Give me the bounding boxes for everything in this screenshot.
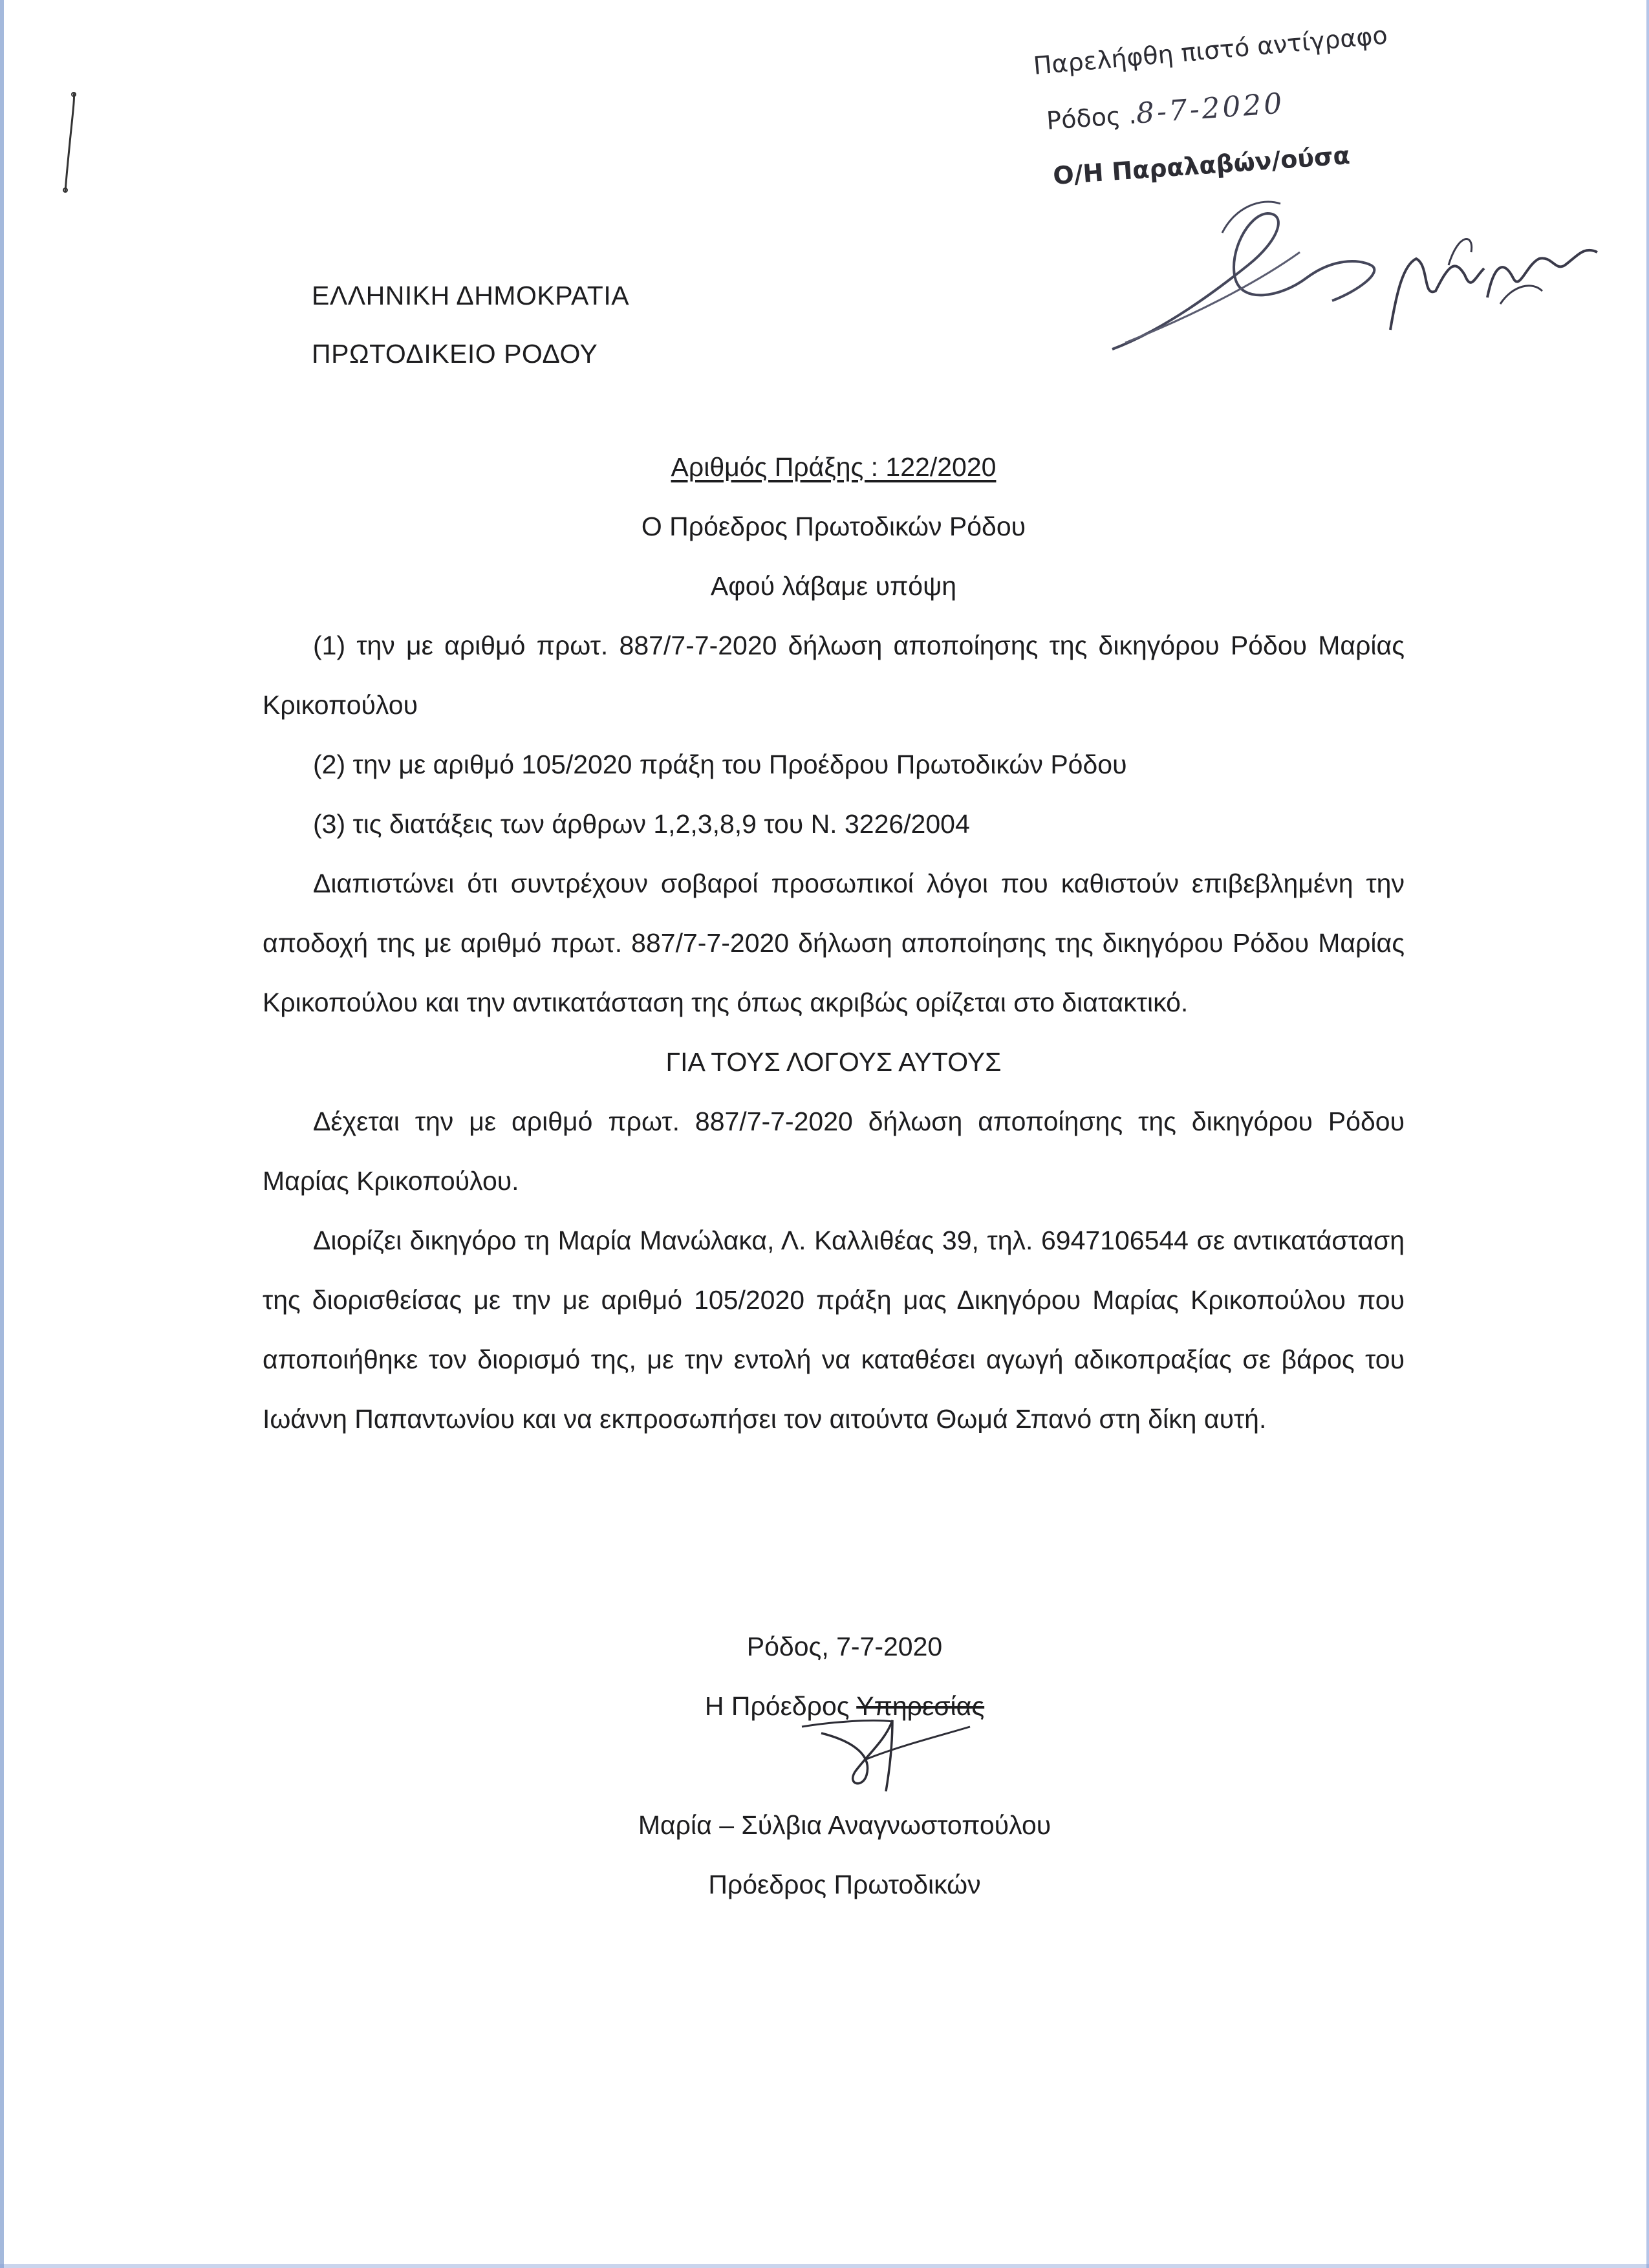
staple-mark [59, 91, 79, 194]
stamp-place: Ρόδος [1045, 102, 1122, 136]
stamp-date: 8-7-2020 [1135, 87, 1286, 131]
signer-title: Πρόεδρος Πρωτοδικών [708, 1870, 981, 1899]
decision-appoint: Διορίζει δικηγόρο τη Μαρία Μανώλακα, Λ. Καλλιθέας 39, τηλ. 6947106544 σε αντικατάσταση της διορισθείσας με την με αριθμό 105/2020 πράξη μας Δικηγόρου Μαρίας Κρικοπούλου που αποποιήθηκε τον διορισμό της, με την εντολή να καταθέσει αγωγή αδικοπραξίας σε βάρος του Ιωάννη Παπαντωνίου και να εκπροσωπήσει τον αιτούντα Θωμά Σπανό στη δίκη αυτή. [263, 1226, 1405, 1434]
stamp-recipient-label: Ο/Η Παραλαβών/ούσα [1051, 141, 1351, 190]
act-item-2: (2) την με αριθμό 105/2020 πράξη του Προέδρου Πρωτοδικών Ρόδου [313, 750, 1127, 779]
act-considering: Αφού λάβαμε υπόψη [710, 571, 957, 601]
act-item-1: (1) την με αριθμό πρωτ. 887/7-7-2020 δήλωση αποποίησης της δικηγόρου Ρόδου Μαρίας Κρικοπούλου [263, 631, 1405, 720]
scan-edge-right [1646, 0, 1649, 2268]
act-number: Αριθμός Πράξης : 122/2020 [671, 452, 997, 482]
stamp-dots: . [1119, 100, 1137, 130]
document-header [312, 266, 629, 383]
receipt-stamp [1022, 21, 1604, 375]
scan-edge-bottom [0, 2264, 1649, 2268]
header-country: ΕΛΛΗΝΙΚΗ ΔΗΜΟΚΡΑΤΙΑ [312, 281, 630, 310]
act-issuer: Ο Πρόεδρος Πρωτοδικών Ρόδου [641, 512, 1026, 541]
reasons-heading: ΓΙΑ ΤΟΥΣ ΛΟΓΟΥΣ ΑΥΤΟΥΣ [665, 1047, 1002, 1077]
signer-role-prefix: Η Πρόεδρος [704, 1691, 850, 1721]
act-body [263, 437, 1405, 1449]
president-signature [795, 1707, 976, 1798]
stamp-received-copy: Παρελήφθη πιστό αντίγραφο [1032, 21, 1389, 80]
decision-accept: Δέχεται την με αριθμό πρωτ. 887/7-7-2020 δήλωση αποποίησης της δικηγόρου Ρόδου Μαρίας Κρικοπούλου. [263, 1107, 1405, 1196]
signer-role-struck: Υπηρεσίας [856, 1691, 985, 1721]
signer-block [521, 1795, 1168, 1914]
act-finding: Διαπιστώνει ότι συντρέχουν σοβαροί προσωπικοί λόγοι που καθιστούν επιβεβλημένη την αποδοχή της με αριθμό πρωτ. 887/7-7-2020 δήλωση αποποίησης της δικηγόρου Ρόδου Μαρίας Κρικοπούλου και την αντικατάσταση της όπως ακριβώς ορίζεται στο διατακτικό. [263, 869, 1405, 1017]
header-court: ΠΡΩΤΟΔΙΚΕΙΟ ΡΟΔΟΥ [312, 339, 598, 369]
scan-edge-left [0, 0, 4, 2268]
signer-name: Μαρία – Σύλβια Αναγνωστοπούλου [638, 1810, 1051, 1840]
act-item-3: (3) τις διατάξεις των άρθρων 1,2,3,8,9 του Ν. 3226/2004 [313, 809, 970, 839]
stamp-place-date [1045, 87, 1286, 136]
recipient-signature [1086, 136, 1604, 356]
place-date: Ρόδος, 7-7-2020 [746, 1632, 943, 1661]
